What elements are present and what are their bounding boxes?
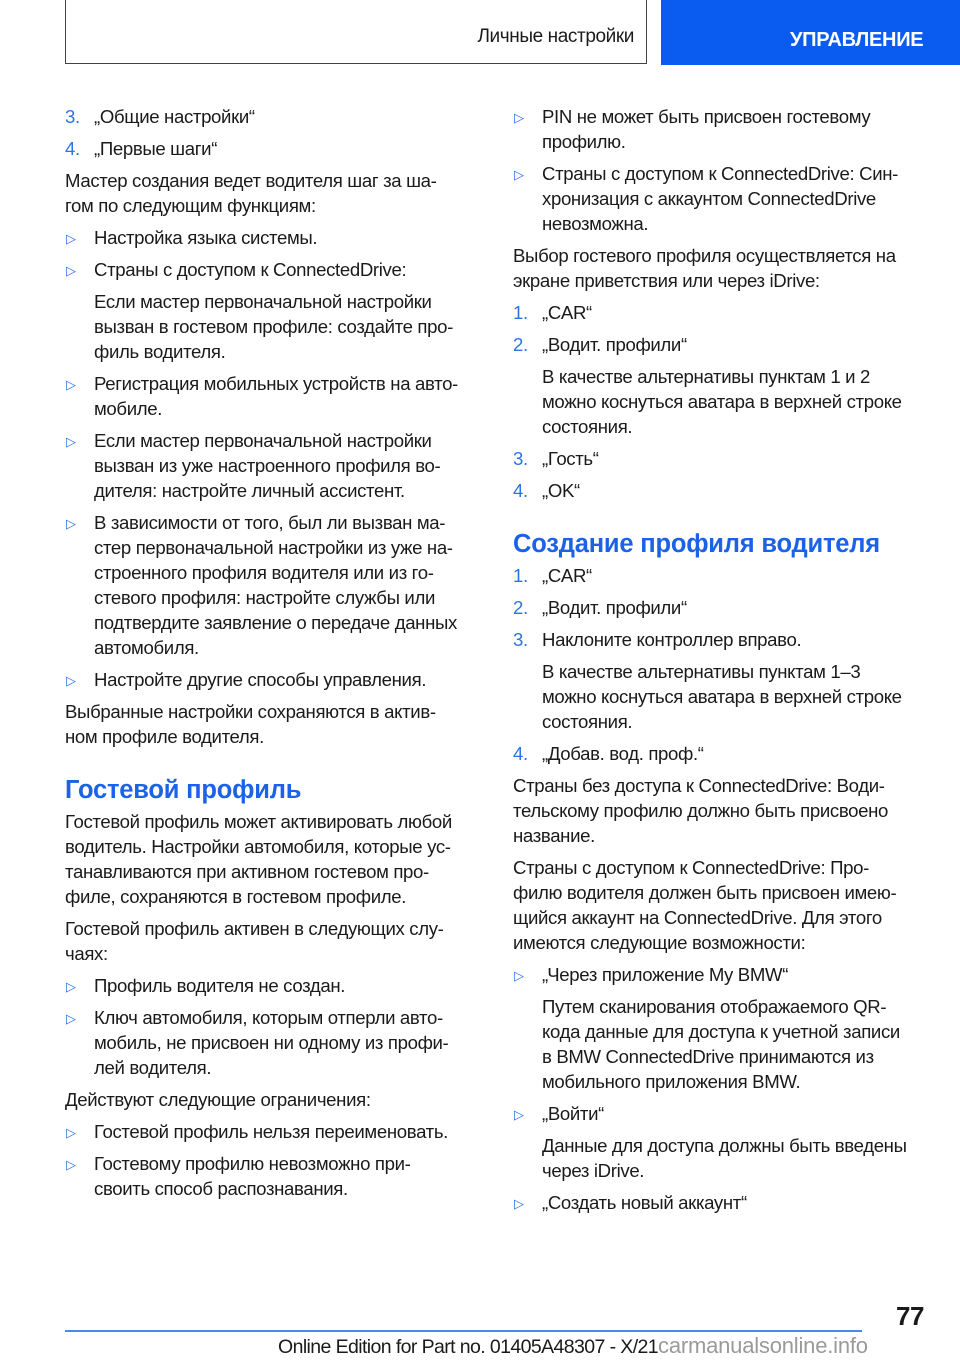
numbered-step [513,595,938,620]
numbered-step [513,741,938,766]
block-text: Настройте другие способы управления. [94,669,427,690]
step-number: 4. [513,743,528,764]
bullet-item [513,1101,938,1126]
step-number: 2. [513,334,528,355]
triangle-bullet-icon: ▷ [66,673,76,688]
block-text: Наклоните контроллер вправо. [542,629,802,650]
bullet-item [65,667,485,692]
paragraph [65,916,485,966]
bullet-item [65,510,485,660]
paragraph [65,699,485,749]
step-number: 2. [513,597,528,618]
bullet-item [65,371,485,421]
numbered-step [513,300,938,325]
paragraph [513,855,938,955]
block-text: PIN не может быть присвоен гостевому профилю. [542,106,871,152]
block-text: „OK“ [542,480,580,501]
block-text: Гостевому профилю невозможно при- своить способ распознавания. [94,1153,411,1199]
numbered-step [513,563,938,588]
block-text: Гостевой профиль активен в следующих слу- чаях: [65,918,444,964]
edition-text: Online Edition for Part no. 01405A48307 - X/21 [278,1336,659,1358]
paragraph [65,289,485,364]
block-text: Выбранные настройки сохраняются в актив- ном профиле водителя. [65,701,436,747]
section-heading [513,529,938,559]
block-text: Профиль водителя не создан. [94,975,346,996]
block-text: Если мастер первоначальной настройки вызван из уже настроенного профиля во- дителя: настройте личный ассистент. [94,430,441,501]
chapter-tab: УПРАВЛЕНИЕ [661,0,960,65]
bullet-item [65,1151,485,1201]
block-text: Регистрация мобильных устройств на авто- мобиле. [94,373,458,419]
paragraph [513,659,938,734]
triangle-bullet-icon: ▷ [514,167,524,182]
footer-rule [65,1330,862,1332]
block-text: „Водит. профили“ [542,597,687,618]
block-text: „Гость“ [542,448,599,469]
block-text: „Через приложение My BMW“ [542,964,789,985]
triangle-bullet-icon: ▷ [66,377,76,392]
block-text: В качестве альтернативы пунктам 1 и 2 можно коснуться аватара в верхней строке состояния. [542,366,902,437]
block-text: „Добав. вод. проф.“ [542,743,704,764]
triangle-bullet-icon: ▷ [66,263,76,278]
paragraph [513,773,938,848]
bullet-item [65,973,485,998]
block-text: „CAR“ [542,565,592,586]
numbered-step [513,332,938,357]
step-number: 1. [513,565,528,586]
block-text: Страны с доступом к ConnectedDrive: [94,259,407,280]
bullet-item [513,104,938,154]
triangle-bullet-icon: ▷ [66,516,76,531]
block-text: Выбор гостевого профиля осуществляется на экране приветствия или через iDrive: [513,245,896,291]
right-column [513,104,938,1215]
triangle-bullet-icon: ▷ [66,1011,76,1026]
header-section-box [65,0,647,64]
block-text: В качестве альтернативы пунктам 1–3 можно коснуться аватара в верхней строке состояния. [542,661,902,732]
left-column [65,104,485,1201]
block-text: „CAR“ [542,302,592,323]
block-text: Страны без доступа к ConnectedDrive: Води- тельскому профилю должно быть присвоено название. [513,775,889,846]
triangle-bullet-icon: ▷ [514,968,524,983]
page-number: 77 [896,1301,924,1331]
numbered-step [65,136,485,161]
block-text: Создание профиля водителя [513,530,880,558]
paragraph [513,1133,938,1183]
bullet-item [513,161,938,236]
triangle-bullet-icon: ▷ [514,1107,524,1122]
block-text: Ключ автомобиля, которым отперли авто- мобиль, не присвоен ни одному из профи- лей водителя. [94,1007,449,1078]
triangle-bullet-icon: ▷ [66,1157,76,1172]
numbered-step [65,104,485,129]
block-text: Гостевой профиль может активировать любой водитель. Настройки автомобиля, которые ус- танавливаются при активном гостевом про- филе, сохраняются в гостевом профиле. [65,811,452,907]
block-text: „Создать новый аккаунт“ [542,1192,747,1213]
bullet-item [65,225,485,250]
bullet-item [65,257,485,282]
bullet-item [513,1190,938,1215]
block-text: „Первые шаги“ [94,138,218,159]
block-text: Мастер создания ведет водителя шаг за ша- гом по следующим функциям: [65,170,437,216]
bullet-item [65,1005,485,1080]
step-number: 4. [65,138,80,159]
bullet-item [513,962,938,987]
paragraph [65,1087,485,1112]
triangle-bullet-icon: ▷ [66,979,76,994]
triangle-bullet-icon: ▷ [66,434,76,449]
block-text: „Общие настройки“ [94,106,255,127]
footer-edition [278,1333,868,1359]
paragraph [513,243,938,293]
step-number: 3. [65,106,80,127]
triangle-bullet-icon: ▷ [514,1196,524,1211]
watermark: carmanualsonline.info [658,1333,868,1358]
block-text: Данные для доступа должны быть введены через iDrive. [542,1135,907,1181]
triangle-bullet-icon: ▷ [514,110,524,125]
paragraph [513,364,938,439]
triangle-bullet-icon: ▷ [66,231,76,246]
paragraph [65,168,485,218]
block-text: „Войти“ [542,1103,604,1124]
paragraph [513,994,938,1094]
triangle-bullet-icon: ▷ [66,1125,76,1140]
bullet-item [65,1119,485,1144]
block-text: Путем сканирования отображаемого QR- кода данные для доступа к учетной записи в BMW ConnectedDrive принимаются из мобильного приложения BMW. [542,996,900,1092]
step-number: 1. [513,302,528,323]
step-number: 4. [513,480,528,501]
step-number: 3. [513,448,528,469]
block-text: Действуют следующие ограничения: [65,1089,371,1110]
block-text: Если мастер первоначальной настройки вызван в гостевом профиле: создайте про- филь водителя. [94,291,453,362]
section-heading [65,775,485,805]
block-text: В зависимости от того, был ли вызван ма- стер первоначальной настройки из уже на- строенного профиля водителя или из го- стевого профиля: настройте службы или подтвердите заявление о передаче данных автомобиля. [94,512,457,658]
numbered-step [513,446,938,471]
block-text: Страны с доступом к ConnectedDrive: Про- филю водителя должен быть присвоен имею- щийся аккаунт на ConnectedDrive. Для этого имеются следующие возможности: [513,857,897,953]
bullet-item [65,428,485,503]
numbered-step [513,478,938,503]
block-text: Гостевой профиль [65,776,302,804]
block-text: Страны с доступом к ConnectedDrive: Син- хронизация с аккаунтом ConnectedDrive невозможна. [542,163,898,234]
step-number: 3. [513,629,528,650]
numbered-step [513,627,938,652]
block-text: „Водит. профили“ [542,334,687,355]
block-text: Гостевой профиль нельзя переименовать. [94,1121,448,1142]
block-text: Настройка языка системы. [94,227,318,248]
paragraph [65,809,485,909]
section-title: Личные настройки [477,26,634,47]
